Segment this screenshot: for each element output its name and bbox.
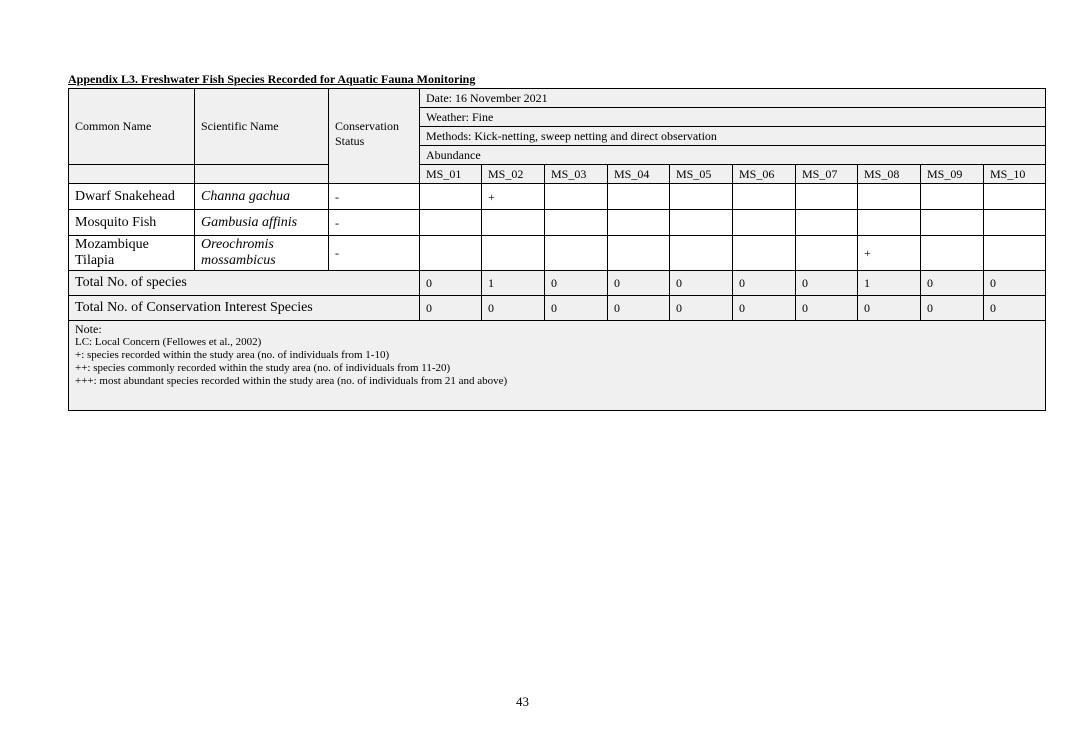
abundance-cell [984,184,1046,210]
total-species-value: 1 [482,271,545,296]
header-methods: Methods: Kick-netting, sweep netting and direct observation [420,127,1046,146]
abundance-cell [858,184,921,210]
station-header: MS_06 [733,165,796,184]
total-conservation-value: 0 [420,296,482,321]
total-species-value: 0 [921,271,984,296]
total-species-label: Total No. of species [69,271,420,296]
abundance-cell [608,210,670,236]
station-header: MS_10 [984,165,1046,184]
abundance-cell [796,210,858,236]
abundance-cell [921,236,984,271]
station-header: MS_09 [921,165,984,184]
abundance-cell [670,236,733,271]
station-header: MS_05 [670,165,733,184]
common-name: Mozambique Tilapia [69,236,195,271]
total-species-value: 1 [858,271,921,296]
note-line: +++: most abundant species recorded within the study area (no. of individuals from 21 and above) [75,375,508,387]
common-name: Dwarf Snakehead [69,184,195,210]
abundance-cell [984,210,1046,236]
abundance-cell [420,210,482,236]
note-line: LC: Local Concern (Fellowes et al., 2002) [75,336,262,348]
abundance-cell [545,210,608,236]
scientific-name: Oreochromis mossambicus [195,236,329,271]
abundance-cell [733,184,796,210]
conservation-status: - [329,210,420,236]
abundance-cell [420,184,482,210]
total-conservation-value: 0 [545,296,608,321]
total-conservation-value: 0 [796,296,858,321]
notes-heading: Note: [75,322,102,336]
abundance-cell [796,184,858,210]
total-conservation-label: Total No. of Conservation Interest Species [69,296,420,321]
header-row-stations [69,165,1046,184]
header-scientific-name: Scientific Name [195,89,329,165]
total-conservation-value: 0 [921,296,984,321]
common-name: Mosquito Fish [69,210,195,236]
header-scientific-name-cont [195,165,329,184]
total-conservation-value: 0 [482,296,545,321]
abundance-cell [733,210,796,236]
table-row [69,210,1046,236]
total-conservation-value: 0 [733,296,796,321]
abundance-cell [921,184,984,210]
note-line: +: species recorded within the study area (no. of individuals from 1-10) [75,349,390,361]
header-conservation-status: Conservation Status [329,89,420,184]
abundance-cell: + [858,236,921,271]
table-row [69,236,1046,271]
abundance-cell [984,236,1046,271]
abundance-cell [608,184,670,210]
total-species-value: 0 [984,271,1046,296]
abundance-cell: + [482,184,545,210]
station-header: MS_04 [608,165,670,184]
abundance-cell [545,184,608,210]
abundance-cell [921,210,984,236]
fish-species-table [68,88,1046,411]
station-header: MS_07 [796,165,858,184]
note-line: ++: species commonly recorded within the study area (no. of individuals from 11-20) [75,362,451,374]
total-species-row [69,271,1046,296]
abundance-cell [796,236,858,271]
notes-cell [69,321,1046,411]
station-header: MS_01 [420,165,482,184]
header-date: Date: 16 November 2021 [420,89,1046,108]
total-species-value: 0 [608,271,670,296]
header-row-date [69,89,1046,108]
scientific-name: Gambusia affinis [195,210,329,236]
total-conservation-value: 0 [608,296,670,321]
abundance-cell [670,210,733,236]
abundance-cell [733,236,796,271]
header-abundance: Abundance [420,146,1046,165]
abundance-cell [482,210,545,236]
conservation-status: - [329,184,420,210]
table-row [69,184,1046,210]
conservation-status: - [329,236,420,271]
abundance-cell [420,236,482,271]
page-number: 43 [516,694,529,709]
total-conservation-row [69,296,1046,321]
header-weather: Weather: Fine [420,108,1046,127]
total-conservation-value: 0 [984,296,1046,321]
total-species-value: 0 [420,271,482,296]
station-header: MS_02 [482,165,545,184]
total-species-value: 0 [670,271,733,296]
header-common-name: Common Name [69,89,195,165]
total-species-value: 0 [545,271,608,296]
total-conservation-value: 0 [858,296,921,321]
header-common-name-cont [69,165,195,184]
abundance-cell [608,236,670,271]
station-header: MS_08 [858,165,921,184]
abundance-cell [545,236,608,271]
total-species-value: 0 [796,271,858,296]
total-conservation-value: 0 [670,296,733,321]
total-species-value: 0 [733,271,796,296]
abundance-cell [670,184,733,210]
abundance-cell [482,236,545,271]
scientific-name: Channa gachua [195,184,329,210]
station-header: MS_03 [545,165,608,184]
notes-row [69,321,1046,411]
appendix-title: Appendix L3. Freshwater Fish Species Recorded for Aquatic Fauna Monitoring [68,72,476,86]
abundance-cell [858,210,921,236]
